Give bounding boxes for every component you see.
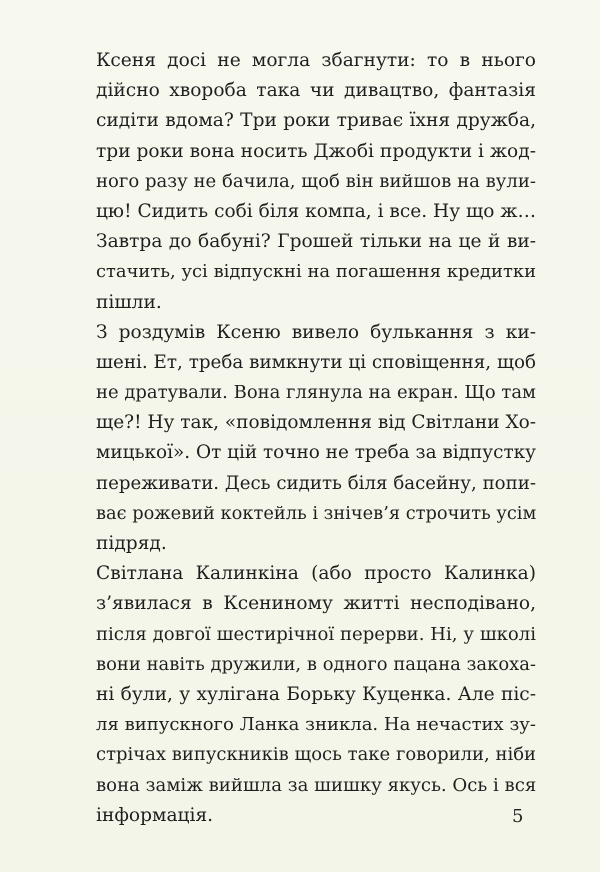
text-line: Завтра до бабуні? Грошей тільки на це й ви- [96,231,536,253]
text-line: ще?! Ну так, «повідомлення від Світлани Хо- [96,412,537,434]
text-line: пішли. [96,291,162,313]
text-line: стрічах випускників щось таке говорили, ніби [96,744,536,766]
text-line: стачить, усі відпускні на погашення кредитки [96,261,536,283]
text-line: ля випускного Ланка зникла. На нечастих зу- [96,714,536,736]
text-line: ває рожевий коктейль і знічев’я строчить усім [96,502,537,524]
text-line: шені. Ет, треба вимкнути ці сповіщення, щоб [96,351,536,373]
text-line: після довгої шестирічної перерви. Ні, у школі [96,623,536,645]
text-line: не дратували. Вона глянула на екран. Що там [96,382,536,404]
text-line: з’явилася в Ксениному житті несподівано, [96,593,536,615]
text-line: вона заміж вийшла за шишку якусь. Ось і вся [96,774,537,796]
text-line: вони навіть дружили, в одного пацана закоха- [96,653,536,675]
text-line: сидіти вдома? Три роки триває їхня дружба, [96,110,536,132]
text-line: Ксеня досі не могла збагнути: то в нього [96,50,536,71]
text-line: цю! Сидить собі біля компа, і все. Ну що ж… [96,200,536,222]
text-line: інформація. [96,804,214,826]
text-line: три роки вона носить Джобі продукти і жод- [96,140,536,162]
text-line: дійсно хвороба така чи дивацтво, фантазія [96,80,536,102]
body-text [96,46,536,831]
text-line: мицької». От цій точно не треба за відпустку [96,442,536,464]
text-line: ного разу не бачила, щоб він вийшов на вули- [96,170,536,192]
page-number: 5 [512,806,524,827]
text-line: ні були, у хулігана Борьку Куценка. Але піс- [96,683,536,705]
text-line: З роздумів Ксеню вивело булькання з ки- [96,321,536,343]
text-line: підряд. [96,533,167,554]
text-line: Світлана Калинкіна (або просто Калинка) [96,563,536,585]
text-line: переживати. Десь сидить біля басейну, попи- [96,472,536,494]
